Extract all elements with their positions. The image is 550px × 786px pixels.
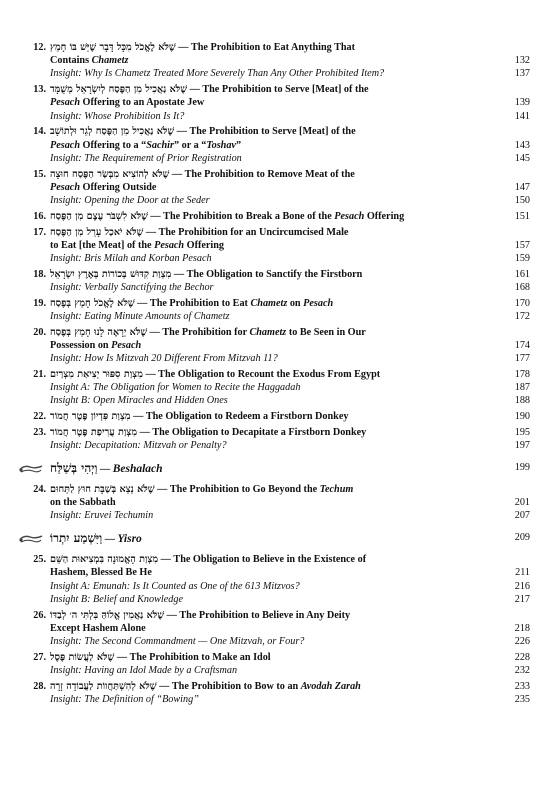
- mitzvah-number: 27.: [33, 651, 46, 663]
- mitzvah-number: 21.: [33, 369, 46, 380]
- page-number: 174: [514, 340, 530, 351]
- english-title: The Obligation to Decapitate a Firstborn Donkey: [152, 427, 367, 438]
- english-title-continued: Contains Chametz: [50, 55, 129, 67]
- insight-title: Insight: Eating Minute Amounts of Chametz: [50, 311, 230, 322]
- english-title: The Prohibition to Believe in Any Deity: [179, 609, 351, 621]
- entry-title-continued: [0, 139, 550, 152]
- em-dash: —: [156, 680, 172, 692]
- page-number: 147: [514, 181, 530, 193]
- em-dash: —: [164, 609, 180, 621]
- insight-title: Insight: Verbally Sanctifying the Bechor: [50, 282, 214, 293]
- insight-title: Insight: Whose Prohibition Is It?: [50, 110, 185, 122]
- mitzvah-number: 12.: [33, 42, 46, 53]
- english-title: The Prohibition to Go Beyond the Techum: [169, 484, 354, 495]
- entry-title: [50, 226, 480, 239]
- em-dash: —: [102, 534, 118, 546]
- insight-item[interactable]: [0, 152, 550, 165]
- insight-item[interactable]: [0, 580, 550, 593]
- insight-item[interactable]: [0, 194, 550, 207]
- insight-item[interactable]: [0, 352, 550, 365]
- page-number: 233: [514, 680, 530, 692]
- page-number: 207: [514, 510, 530, 522]
- em-dash: —: [154, 484, 170, 495]
- insight-item[interactable]: [0, 439, 550, 452]
- entry-title: [50, 609, 480, 622]
- entry-title: [50, 326, 480, 339]
- insight-item[interactable]: [0, 310, 550, 323]
- toc-entry[interactable]: [0, 125, 550, 138]
- page-number: 157: [514, 239, 530, 251]
- mitzvah-number: 17.: [33, 226, 46, 238]
- section-english-title: Beshalach: [112, 463, 163, 475]
- mitzvah-number: 28.: [33, 680, 46, 692]
- page-number: 211: [515, 567, 530, 579]
- insight-item[interactable]: [0, 394, 550, 407]
- page-number: 139: [514, 97, 530, 109]
- english-title: The Prohibition to Eat Anything That: [190, 42, 356, 53]
- hebrew-title: שֶׁלֹּא לְהִשְׁתַּחֲווֹת לַעֲבוֹדָה זָרָה: [50, 680, 157, 692]
- em-dash: —: [142, 369, 159, 380]
- em-dash: —: [169, 168, 185, 180]
- insight-title: Insight: The Definition of “Bowing”: [50, 694, 199, 705]
- hebrew-title: מִצְוַת פִּדְיוֹן פֶּטֶר חֲמוֹר: [50, 411, 131, 423]
- toc-entry[interactable]: [0, 168, 550, 181]
- hebrew-title: שֶׁלֹּא יֹאכַל עָרֵל מִן הַפֶּסַח: [50, 226, 144, 238]
- english-title: The Obligation to Believe in the Existence of: [173, 554, 367, 566]
- insight-item[interactable]: [0, 67, 550, 80]
- page-number: 195: [514, 427, 530, 438]
- toc-entry[interactable]: [0, 210, 550, 223]
- toc-entry[interactable]: [0, 410, 550, 423]
- mitzvah-number: 24.: [33, 484, 46, 495]
- entry-title-continued: [0, 239, 550, 252]
- section-english-title: Yisro: [117, 533, 142, 546]
- english-title-continued: to Eat [the Meat] of the Pesach Offering: [50, 239, 224, 251]
- hebrew-title: שֶׁלֹּא נֵצֵא בְּשַׁבָּת חוּץ לַתְּחוּם: [50, 484, 155, 495]
- insight-title: Insight: The Second Commandment — One Mitzvah, or Four?: [50, 636, 305, 647]
- english-title: The Prohibition to Remove Meat of the: [184, 168, 355, 180]
- page-number: 218: [514, 622, 530, 634]
- page-number: 232: [514, 665, 530, 676]
- english-title: The Obligation to Redeem a Firstborn Donkey: [145, 411, 349, 423]
- english-title: The Obligation to Recount the Exodus From Egypt: [158, 369, 381, 380]
- insight-item[interactable]: [0, 381, 550, 394]
- hebrew-title: שֶׁלֹּא יֵרָאֶה לָנוּ חָמֵץ בְּפֶסַח: [50, 326, 148, 338]
- insight-title: Insight: The Requirement of Prior Registration: [50, 152, 242, 164]
- hebrew-title: מִצְוַת קִדּוּשׁ בְּכוֹרוֹת בְּאֶרֶץ יִשְׂרָאֵל: [50, 268, 172, 280]
- hebrew-title: שֶׁלֹּא לִשְׁבֹּר עֶצֶם מִן הַפֶּסַח: [50, 210, 148, 222]
- mitzvah-number: 23.: [33, 427, 46, 438]
- page-number: 172: [514, 311, 530, 322]
- entry-title: [50, 410, 480, 423]
- page-number: 217: [514, 593, 530, 605]
- page-number: 177: [514, 353, 530, 365]
- page-number: 168: [514, 282, 530, 293]
- page-number: 151: [514, 210, 530, 222]
- page-number: 190: [514, 411, 530, 423]
- english-title-continued: Pesach Offering to a “Sachir” or a “Toshav”: [50, 139, 242, 151]
- toc-entry[interactable]: [0, 483, 550, 496]
- insight-title: Insight: Why Is Chametz Treated More Severely Than Any Other Prohibited Item?: [50, 68, 385, 80]
- section-title: [50, 457, 480, 481]
- entry-title-continued: [0, 54, 550, 67]
- scroll-icon: [18, 532, 44, 543]
- section-heading[interactable]: [0, 457, 550, 479]
- em-dash: —: [147, 210, 164, 222]
- entry-title: [50, 483, 480, 496]
- section-title: [50, 527, 480, 551]
- insight-title: Insight A: The Obligation for Women to Recite the Haggadah: [50, 382, 301, 394]
- insight-title: Insight: Opening the Door at the Seder: [50, 195, 210, 206]
- scroll-icon: [18, 462, 44, 473]
- page-number: 170: [514, 297, 530, 309]
- entry-title: [50, 210, 480, 223]
- english-title: The Prohibition for Chametz to Be Seen in Our: [162, 326, 366, 338]
- insight-item[interactable]: [0, 281, 550, 294]
- mitzvah-number: 19.: [33, 297, 46, 309]
- em-dash: —: [175, 42, 191, 53]
- section-hebrew-title: וַיְהִי בְּשַׁלַּח: [50, 461, 98, 475]
- mitzvah-number: 14.: [33, 126, 46, 138]
- hebrew-title: שֶׁלֹּא לֶאֱכֹל מִכָּל דָּבָר שֶׁיֵּשׁ בּוֹ חָמֵץ: [50, 42, 176, 53]
- page-number: 161: [514, 268, 530, 280]
- english-title: The Prohibition to Bow to an Avodah Zarah: [171, 680, 361, 692]
- em-dash: —: [171, 268, 187, 280]
- insight-item[interactable]: [0, 252, 550, 265]
- em-dash: —: [134, 297, 150, 309]
- page-number: 228: [514, 651, 530, 663]
- english-title-continued: Pesach Offering to an Apostate Jew: [50, 97, 205, 109]
- mitzvah-number: 15.: [33, 168, 46, 180]
- insight-title: Insight A: Emunah: Is It Counted as One of the 613 Mitzvos?: [50, 580, 300, 592]
- hebrew-title: שֶׁלֹּא נַאֲכִיל מִן הַפֶּסַח לְיִשְׂרָאֵל מְשֻׁמָּד: [50, 84, 188, 96]
- toc-entry[interactable]: [0, 651, 550, 664]
- em-dash: —: [187, 84, 203, 96]
- section-heading[interactable]: [0, 527, 550, 549]
- page-number: 199: [514, 462, 530, 473]
- insight-title: Insight: Bris Milah and Korban Pesach: [50, 253, 212, 264]
- english-title-continued: on the Sabbath: [50, 497, 116, 509]
- page-number: 188: [514, 395, 530, 407]
- entry-title: [50, 125, 480, 138]
- toc-entry[interactable]: [0, 368, 550, 381]
- page-number: 159: [514, 253, 530, 264]
- toc-entry[interactable]: [0, 426, 550, 439]
- entry-title: [50, 268, 480, 281]
- toc-entry[interactable]: [0, 553, 550, 566]
- hebrew-title: מִצְוַת סִפּוּר יְצִיאַת מִצְרַיִם: [50, 369, 143, 380]
- mitzvah-number: 22.: [33, 411, 46, 423]
- insight-item[interactable]: [0, 110, 550, 123]
- page-number: 150: [514, 195, 530, 206]
- insight-title: Insight: How Is Mitzvah 20 Different From Mitzvah 11?: [50, 353, 278, 365]
- english-title: The Prohibition to Serve [Meat] of the: [202, 84, 369, 96]
- english-title: The Prohibition to Serve [Meat] of the: [189, 126, 356, 138]
- em-dash: —: [114, 651, 130, 663]
- entry-title-continued: [0, 339, 550, 352]
- page-number: 216: [514, 580, 530, 592]
- page-number: 143: [514, 139, 530, 151]
- toc-entry[interactable]: [0, 297, 550, 310]
- hebrew-title: שֶׁלֹּא לְהוֹצִיא מִבְּשַׂר הַפֶּסַח חוּצָה: [50, 168, 170, 180]
- entry-title-continued: [0, 566, 550, 579]
- page-number: 141: [514, 110, 530, 122]
- hebrew-title: מִצְוַת עֲרִיפַת פֶּטֶר חֲמוֹר: [50, 427, 138, 438]
- entry-title: [50, 651, 480, 664]
- section-hebrew-title: וַיִּשְׁמַע יִתְרוֹ: [50, 531, 103, 546]
- english-title: The Prohibition to Break a Bone of the Pesach Offering: [163, 210, 405, 222]
- entry-title-continued: [0, 96, 550, 109]
- insight-item[interactable]: [0, 635, 550, 648]
- insight-item[interactable]: [0, 664, 550, 677]
- english-title-continued: Possession on Pesach: [50, 340, 142, 351]
- page-number: 187: [514, 382, 530, 394]
- mitzvah-number: 18.: [33, 268, 46, 280]
- entry-title: [50, 426, 480, 439]
- toc-entry[interactable]: [0, 680, 550, 693]
- mitzvah-number: 20.: [33, 326, 46, 338]
- em-dash: —: [158, 554, 174, 566]
- insight-title: Insight B: Belief and Knowledge: [50, 593, 183, 605]
- em-dash: —: [130, 411, 146, 423]
- em-dash: —: [174, 126, 190, 138]
- toc-entry[interactable]: [0, 326, 550, 339]
- page-number: 235: [514, 694, 530, 705]
- toc-entry[interactable]: [0, 268, 550, 281]
- insight-item[interactable]: [0, 693, 550, 706]
- entry-title-continued: [0, 181, 550, 194]
- toc-entry[interactable]: [0, 83, 550, 96]
- page-number: 209: [514, 532, 530, 544]
- em-dash: —: [137, 427, 153, 438]
- entry-title: [50, 297, 480, 310]
- entry-title-continued: [0, 622, 550, 635]
- hebrew-title: מִצְוַת הָאֱמוּנָה בִּמְצִיאוּת הַשֵּׁם: [50, 554, 159, 566]
- em-dash: —: [143, 226, 159, 238]
- english-title: The Prohibition to Make an Idol: [129, 651, 271, 663]
- mitzvah-number: 13.: [33, 84, 46, 96]
- hebrew-title: שֶׁלֹּא נַאֲכִיל מִן הַפֶּסַח לְגֵר וּלְתוֹשָׁב: [50, 126, 175, 138]
- insight-item[interactable]: [0, 593, 550, 606]
- page-number: 132: [514, 55, 530, 67]
- english-title: The Obligation to Sanctify the Firstborn: [186, 268, 363, 280]
- entry-title: [50, 83, 480, 96]
- entry-title: [50, 368, 480, 381]
- toc-entry[interactable]: [0, 609, 550, 622]
- mitzvah-number: 16.: [33, 210, 46, 222]
- hebrew-title: שֶׁלֹּא לַעֲשׂוֹת פֶּסֶל: [50, 651, 115, 663]
- toc-entry[interactable]: [0, 226, 550, 239]
- english-title: The Prohibition to Eat Chametz on Pesach: [149, 297, 334, 309]
- page-number: 201: [514, 497, 530, 509]
- insight-title: Insight: Having an Idol Made by a Craftsman: [50, 665, 238, 676]
- insight-item[interactable]: [0, 509, 550, 522]
- entry-title: [50, 41, 480, 54]
- mitzvah-number: 26.: [33, 609, 46, 621]
- page-number: 197: [514, 440, 530, 452]
- english-title-continued: Hashem, Blessed Be He: [50, 567, 152, 579]
- entry-title: [50, 680, 480, 693]
- english-title: The Prohibition for an Uncircumcised Male: [158, 226, 349, 238]
- hebrew-title: שֶׁלֹּא לֶאֱכֹל חָמֵץ בְּפֶסַח: [50, 297, 135, 309]
- page-number: 137: [514, 68, 530, 80]
- page-number: 145: [514, 152, 530, 164]
- hebrew-title: שֶׁלֹּא נַאֲמִין אֱלוֹהַּ בִּלְתִּי ה׳ לְבַדּוֹ: [50, 609, 165, 621]
- entry-title-continued: [0, 496, 550, 509]
- insight-title: Insight: Eruvei Techumin: [50, 510, 154, 522]
- em-dash: —: [147, 326, 163, 338]
- insight-title: Insight: Decapitation: Mitzvah or Penalty?: [50, 440, 227, 452]
- english-title-continued: Pesach Offering Outside: [50, 181, 157, 193]
- english-title-continued: Except Hashem Alone: [50, 622, 146, 634]
- toc-entry[interactable]: [0, 41, 550, 54]
- entry-title: [50, 168, 480, 181]
- em-dash: —: [97, 464, 113, 475]
- mitzvah-number: 25.: [33, 554, 46, 566]
- insight-title: Insight B: Open Miracles and Hidden Ones: [50, 395, 228, 407]
- entry-title: [50, 553, 480, 566]
- page-number: 178: [514, 369, 530, 380]
- page-number: 226: [514, 636, 530, 647]
